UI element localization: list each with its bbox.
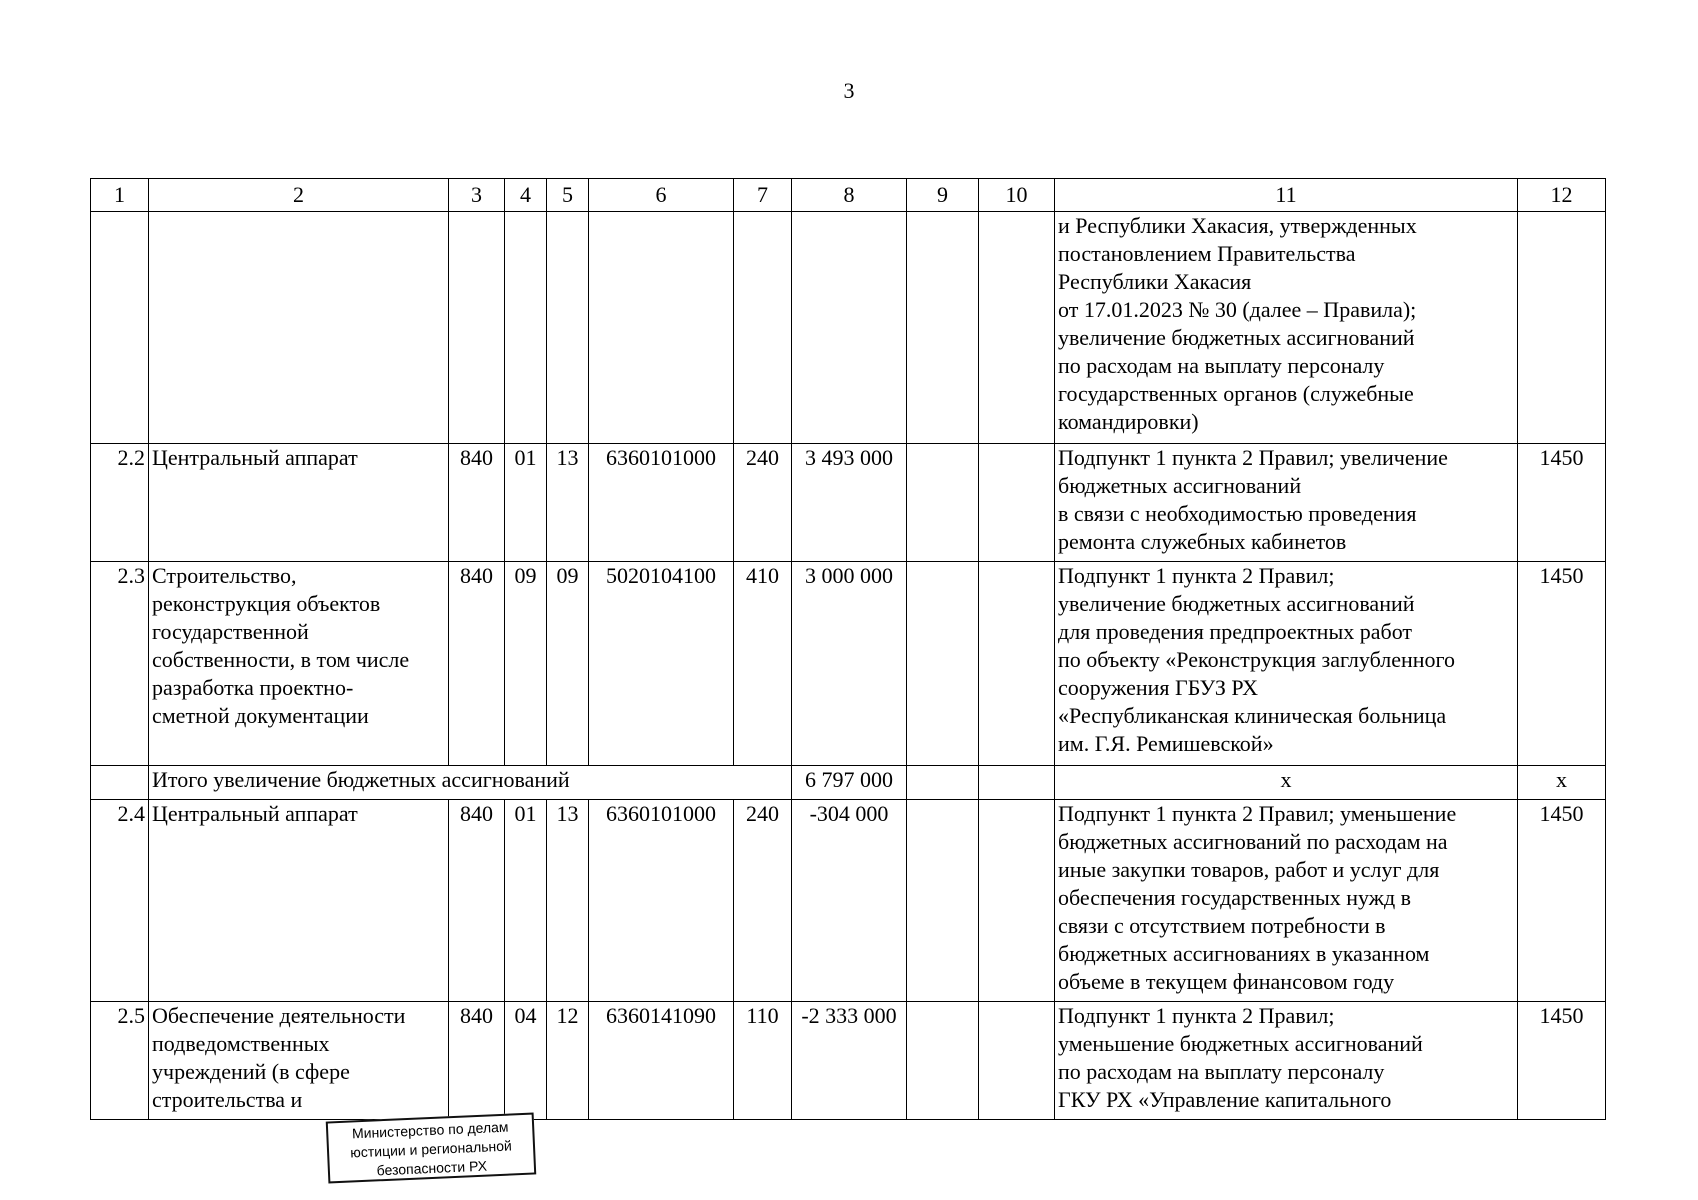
expense-name: Обеспечение деятельности подведомственных учреждений (в сфере строительства и xyxy=(149,1002,449,1120)
header-cell: 8 xyxy=(792,179,907,212)
amount-cell: 3 000 000 xyxy=(792,562,907,766)
code-cell: 840 xyxy=(449,562,505,766)
code-cell: 110 xyxy=(734,1002,792,1120)
code-cell: 840 xyxy=(449,444,505,562)
table-row-continuation xyxy=(91,212,1606,444)
total-code: x xyxy=(1518,766,1606,800)
header-cell: 7 xyxy=(734,179,792,212)
code-cell: 6360101000 xyxy=(589,800,734,1002)
expense-name: Строительство, реконструкция объектов государственной собственности, в том числе разработка проектно- сметной документации xyxy=(149,562,449,766)
table-row xyxy=(91,1002,1606,1120)
code-cell: 1450 xyxy=(1518,1002,1606,1120)
code-cell: 13 xyxy=(547,444,589,562)
code-cell: 09 xyxy=(547,562,589,766)
code-cell: 13 xyxy=(547,800,589,1002)
header-cell: 6 xyxy=(589,179,734,212)
code-cell: 12 xyxy=(547,1002,589,1120)
ministry-stamp: Министерство по делам юстиции и региональной безопасности РХ xyxy=(326,1112,537,1183)
row-number: 2.5 xyxy=(91,1002,149,1120)
page-number: 3 xyxy=(843,78,855,103)
code-cell: 1450 xyxy=(1518,562,1606,766)
total-amount: 6 797 000 xyxy=(792,766,907,800)
code-cell: 6360141090 xyxy=(589,1002,734,1120)
amount-cell: 3 493 000 xyxy=(792,444,907,562)
code-cell: 840 xyxy=(449,800,505,1002)
total-basis: x xyxy=(1055,766,1518,800)
code-cell: 01 xyxy=(505,800,547,1002)
expense-name: Центральный аппарат xyxy=(149,444,449,562)
amount-cell: -2 333 000 xyxy=(792,1002,907,1120)
header-cell: 5 xyxy=(547,179,589,212)
code-cell: 240 xyxy=(734,444,792,562)
amount-cell: -304 000 xyxy=(792,800,907,1002)
code-cell: 840 xyxy=(449,1002,505,1120)
code-cell: 5020104100 xyxy=(589,562,734,766)
header-cell: 10 xyxy=(979,179,1055,212)
header-cell: 9 xyxy=(907,179,979,212)
row-number: 2.4 xyxy=(91,800,149,1002)
row-number: 2.3 xyxy=(91,562,149,766)
header-cell: 12 xyxy=(1518,179,1606,212)
code-cell: 1450 xyxy=(1518,444,1606,562)
basis-cell: Подпункт 1 пункта 2 Правил; увеличение бюджетных ассигнований в связи с необходимостью проведения ремонта служебных кабинетов xyxy=(1055,444,1518,562)
expense-name: Центральный аппарат xyxy=(149,800,449,1002)
table-row xyxy=(91,444,1606,562)
code-cell: 04 xyxy=(505,1002,547,1120)
total-label: Итого увеличение бюджетных ассигнований xyxy=(149,766,792,800)
basis-cell: Подпункт 1 пункта 2 Правил; уменьшение бюджетных ассигнований по расходам на выплату персоналу ГКУ РХ «Управление капитального xyxy=(1055,1002,1518,1120)
table-header-row xyxy=(91,179,1606,212)
table-row xyxy=(91,800,1606,1002)
header-cell: 3 xyxy=(449,179,505,212)
code-cell: 01 xyxy=(505,444,547,562)
basis-cell: Подпункт 1 пункта 2 Правил; увеличение бюджетных ассигнований для проведения предпроектных работ по объекту «Реконструкция заглубленного сооружения ГБУЗ РХ «Республиканская клиническая больница им. Г.Я. Ремишевской» xyxy=(1055,562,1518,766)
header-cell: 1 xyxy=(91,179,149,212)
header-cell: 11 xyxy=(1055,179,1518,212)
code-cell: 240 xyxy=(734,800,792,1002)
header-cell: 4 xyxy=(505,179,547,212)
total-row xyxy=(91,766,1606,800)
table-row xyxy=(91,562,1606,766)
header-cell: 2 xyxy=(149,179,449,212)
code-cell: 410 xyxy=(734,562,792,766)
code-cell: 1450 xyxy=(1518,800,1606,1002)
budget-table xyxy=(90,178,1606,1120)
basis-cell: Подпункт 1 пункта 2 Правил; уменьшение бюджетных ассигнований по расходам на иные закупки товаров, работ и услуг для обеспечения государственных нужд в связи с отсутствием потребности в бюджетных ассигнованиях в указанном объеме в текущем финансовом году xyxy=(1055,800,1518,1002)
code-cell: 09 xyxy=(505,562,547,766)
code-cell: 6360101000 xyxy=(589,444,734,562)
row-number: 2.2 xyxy=(91,444,149,562)
basis-cell: и Республики Хакасия, утвержденных постановлением Правительства Республики Хакасия от 17.01.2023 № 30 (далее – Правила); увеличение бюджетных ассигнований по расходам на выплату персоналу государственных органов (служебные командировки) xyxy=(1055,212,1518,444)
